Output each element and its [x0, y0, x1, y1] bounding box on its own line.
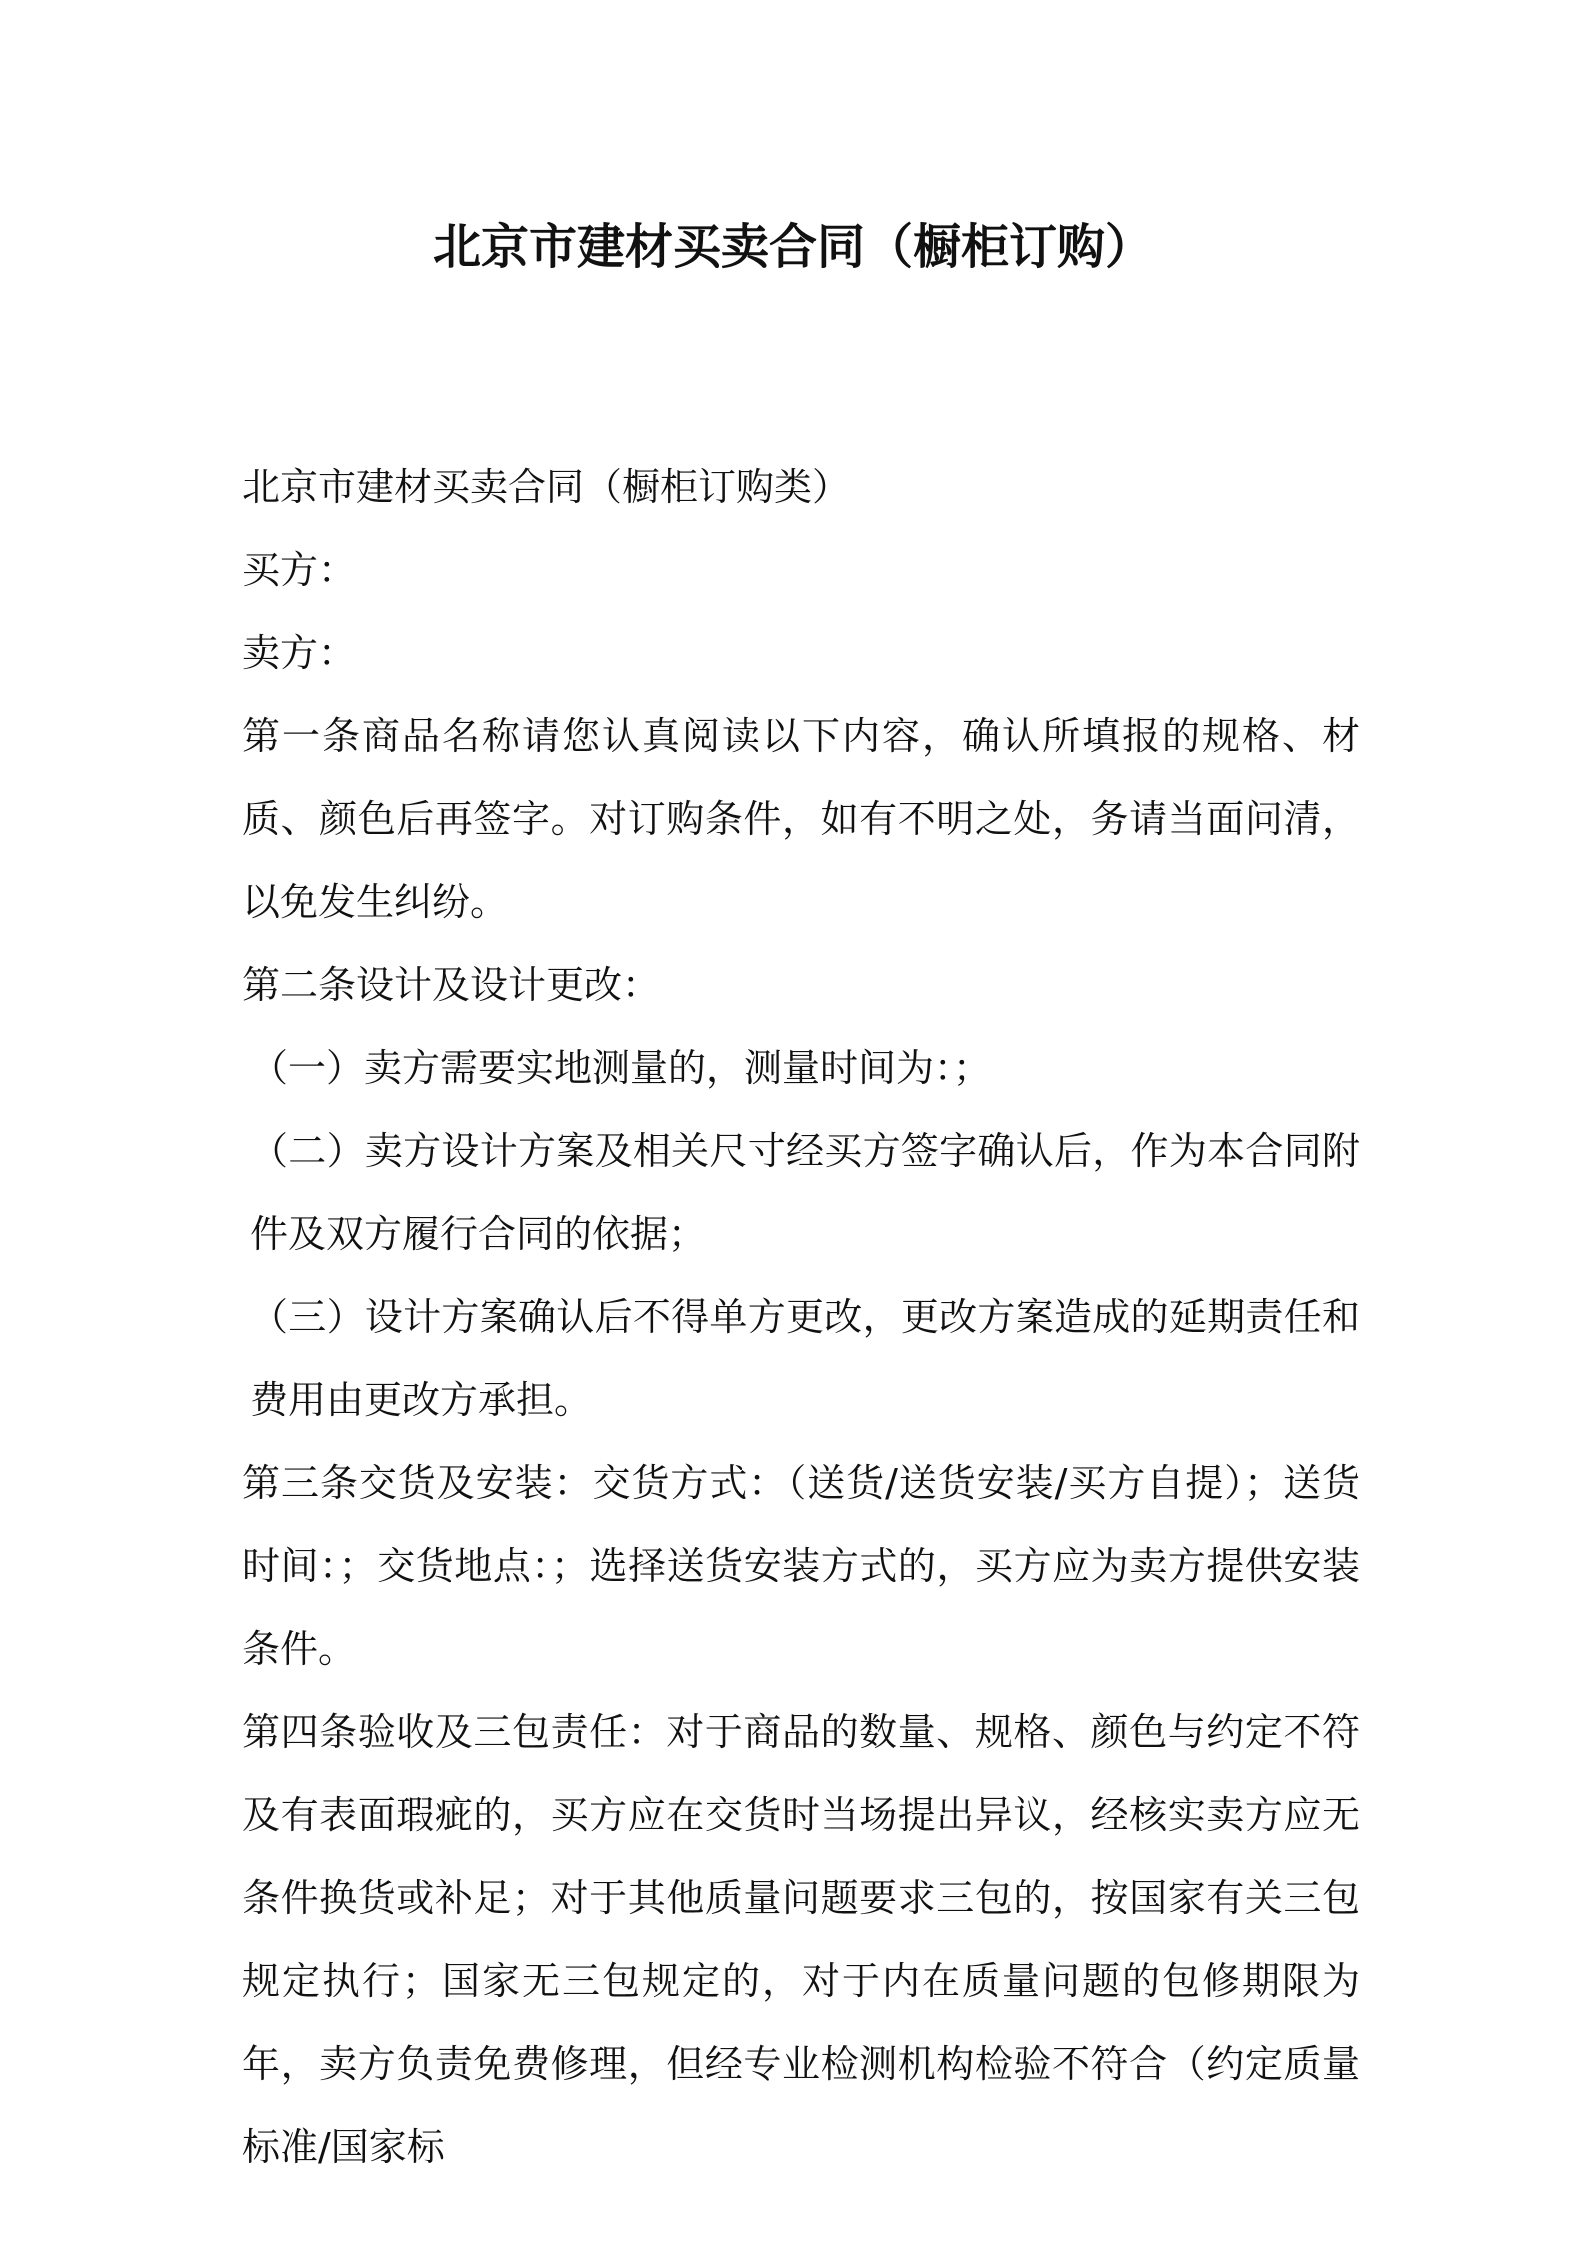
- seller-line: 卖方：: [242, 631, 357, 675]
- article-2-item-2: （二）卖方设计方案及相关尺寸经买方签字确认后，作为本合同附件及双方履行合同的依据；: [250, 1129, 1360, 1256]
- document-body: [242, 446, 1360, 2189]
- document-title: 北京市建材买卖合同（橱柜订购）: [432, 219, 1153, 275]
- article-4-paragraph: 第四条验收及三包责任：对于商品的数量、规格、颜色与约定不符及有表面瑕疵的，买方应在交货时当场提出异议，经核实卖方应无条件换货或补足；对于其他质量问题要求三包的，按国家有关三包规定执行；国家无三包规定的，对于内在质量问题的包修期限为年，卖方负责免费修理，但经专业检测机构检验不符合（约定质量标准/国家标: [242, 1710, 1360, 2169]
- article-3-paragraph: 第三条交货及安装：交货方式：（送货/送货安装/买方自提）；送货时间：；交货地点：；选择送货安装方式的，买方应为卖方提供安装条件。: [242, 1461, 1360, 1671]
- article-2-heading: 第二条设计及设计更改：: [242, 963, 661, 1007]
- buyer-line: 买方：: [242, 548, 357, 592]
- article-2-item-3: （三）设计方案确认后不得单方更改，更改方案造成的延期责任和费用由更改方承担。: [250, 1295, 1360, 1422]
- article-2-item-1: （一）卖方需要实地测量的，测量时间为：；: [250, 1046, 992, 1090]
- contract-subtitle: 北京市建材买卖合同（橱柜订购类）: [242, 465, 851, 509]
- article-1-paragraph: 第一条商品名称请您认真阅读以下内容，确认所填报的规格、材质、颜色后再签字。对订购条件，如有不明之处，务请当面问清，以免发生纠纷。: [242, 714, 1360, 924]
